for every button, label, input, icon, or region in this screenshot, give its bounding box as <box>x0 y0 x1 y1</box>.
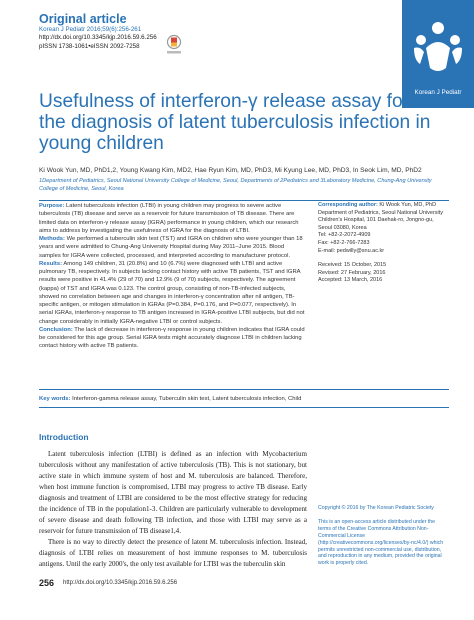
keywords <box>39 395 449 403</box>
copyright-text: Copyright © 2016 by The Korean Pediatric Society <box>318 505 434 511</box>
email-link[interactable]: E-mail: pedwilly@snu.ac.kr <box>318 247 385 254</box>
journal-logo-icon <box>410 18 466 76</box>
keywords-text: Interferon-gamma release assay, Tuberculin skin test, Latent tuberculosis infection, Child <box>72 396 302 402</box>
journal-abbrev: Korean J Pediatr <box>414 89 462 96</box>
divider <box>39 389 449 390</box>
purpose-text: Latent tuberculosis infection (LTBI) in young children may progress to severe active tuberculosis (TB) disease and serve as a reservoir for future transmission of TB disease. There are limited data on interferon-γ release assay (IGRA) performance in young children, which our research aims to address by investigating the usefulness of IGRA for the diagnosis of LTBI. <box>39 203 299 234</box>
fax-line: Fax: +82-2-766-7283 <box>318 239 370 246</box>
methods-text: We performed a tuberculin skin test (TST) and IGRA on children who were younger than 18 years and were admitted to Chung-Ang University Hospital during May 2011–June 2015. Blood samples for IGRA were collected, processed, and interpreted according to manufacturer protocol. <box>39 236 303 259</box>
corresponding-line <box>318 202 448 210</box>
intro-paragraph: There is no way to directly detect the presence of latent M. tuberculosis infection. Instead, diagnosis of LTBI relies on measurement of host immune responses to M. tuberculosis antigens. Until the early 2000's, the only test available for LTBI was the tuberculin skin <box>39 538 307 568</box>
conclusion-text: The lack of decrease in interferon-γ response in young children indicates that IGRA could be considered for this age group. Serial IGRA tests might accurately diagnose LTBI in children lacking contact history with active TB patients. <box>39 326 305 350</box>
footer-doi-link[interactable]: http://dx.doi.org/10.3345/kjp.2016.59.6.256 <box>63 580 178 586</box>
results-label: Results: <box>39 260 63 267</box>
article-title: Usefulness of interferon-γ release assay for the diagnosis of latent tuberculosis infection in young children <box>39 91 431 154</box>
intro-paragraph: Latent tuberculosis infection (LTBI) is defined as an infection with Mycobacterium tuberculosis without any manifestation of active tuberculosis (TB). This is not stationary, but active state in which immune system of host and M. tuberculosis are balanced. Therefore, when host immune function is compromised, LTBI may progress to active TB disease. Early diagnosis and treatment of LTBI are considered to be the most effective strategy for reducing the incidence of TB in the population1-3. Children are particularly vulnerable to development of severe disease and death following TB infection, and those with LTBI may serve as a reservoir for future transmission of TB disease1,4. <box>39 450 307 535</box>
intro-body <box>39 449 307 570</box>
address-line: Department of Pediatrics, Seoul National University <box>318 209 444 216</box>
keywords-label: Key words: <box>39 396 71 402</box>
corresponding-heading: Corresponding author: <box>318 202 378 208</box>
methods-label: Methods: <box>39 236 65 242</box>
accepted-date: Accepted: 13 March, 2016 <box>318 277 383 284</box>
corresponding-name: Ki Wook Yun, MD, PhD <box>379 202 437 208</box>
purpose-label: Purpose: <box>39 203 65 209</box>
copyright-box <box>318 505 446 567</box>
phone-line: Tel: +82-2-2072-4909 <box>318 232 371 239</box>
abstract <box>39 202 306 351</box>
abstract-methods <box>39 235 306 260</box>
page-number: 256 <box>39 578 55 588</box>
address-line: Seoul 03080, Korea <box>318 224 367 231</box>
divider <box>39 200 449 201</box>
author-list: Ki Wook Yun, MD, PhD1,2, Young Kwang Kim, MD2, Hae Ryun Kim, MD, PhD3, Mi Kyung Lee, MD, PhD3, In Seok Lim, MD, PhD2 <box>39 167 422 174</box>
doi-link[interactable]: http://dx.doi.org/10.3345/kjp.2016.59.6.256 <box>39 34 157 42</box>
issn-line: pISSN 1738-1061•eISSN 2092-7258 <box>39 42 140 50</box>
revised-date: Revised: 27 February, 2016 <box>318 269 386 276</box>
journal-citation: Korean J Pediatr 2016;59(6):256-261 <box>39 26 142 33</box>
address-line: Children's Hospital, 101 Daehak-ro, Jongno-gu, <box>318 217 434 224</box>
abstract-purpose <box>39 202 306 235</box>
divider <box>39 407 449 408</box>
article-type: Original article <box>39 12 127 26</box>
crossmark-icon[interactable] <box>164 34 184 56</box>
results-text: Among 149 children, 31 (20.8%) and 10 (6.7%) were diagnosed with LTBI and active pulmonary TB, respectively. In subjects lacking contact history with active TB patients, TST and IGRA results were positive in 41.4% (29 of 70) and 12.9% (9 of 70) subjects, respectively. The agreement (kappa) of TST and IGRA was 0.123. The control group, consisting of non-TB-infected subjects, showed no correlation between age and changes in interferon-γ concentration after nil antigen, TB-specific antigen, or mitogen stimulation in IGRAs (P=0.384, P=0.176, and P=0.077, respectively). In serial IGRAs, interferon-γ response to TB antigen increased in IGRA-positive LTBI subjects, but did not change considerably in initially IGRA-negative LTBI or control subjects. <box>39 260 305 325</box>
conclusion-label: Conclusion: <box>39 326 73 333</box>
license-text: This is an open-access article distributed under the terms of the Creative Commons Attribution Non-Commercial License (http://creativecommons.org/licenses/by-nc/4.0/) which permits unrestricted non-commercial use, distribution, and reproduction in any medium, provided the original work is properly cited. <box>318 518 444 567</box>
abstract-conclusion <box>39 326 306 351</box>
affiliations: 1Department of Pediatrics, Seoul National University College of Medicine, Seoul, Departments of 2Pediatrics and 3Laboratory Medicine, Chung-Ang University College of Medicine, Seoul, Korea <box>39 178 432 192</box>
corresponding-author-box <box>318 202 448 285</box>
received-date: Received: 15 October, 2015 <box>318 262 387 269</box>
intro-heading: Introduction <box>39 432 89 442</box>
abstract-results <box>39 260 306 326</box>
